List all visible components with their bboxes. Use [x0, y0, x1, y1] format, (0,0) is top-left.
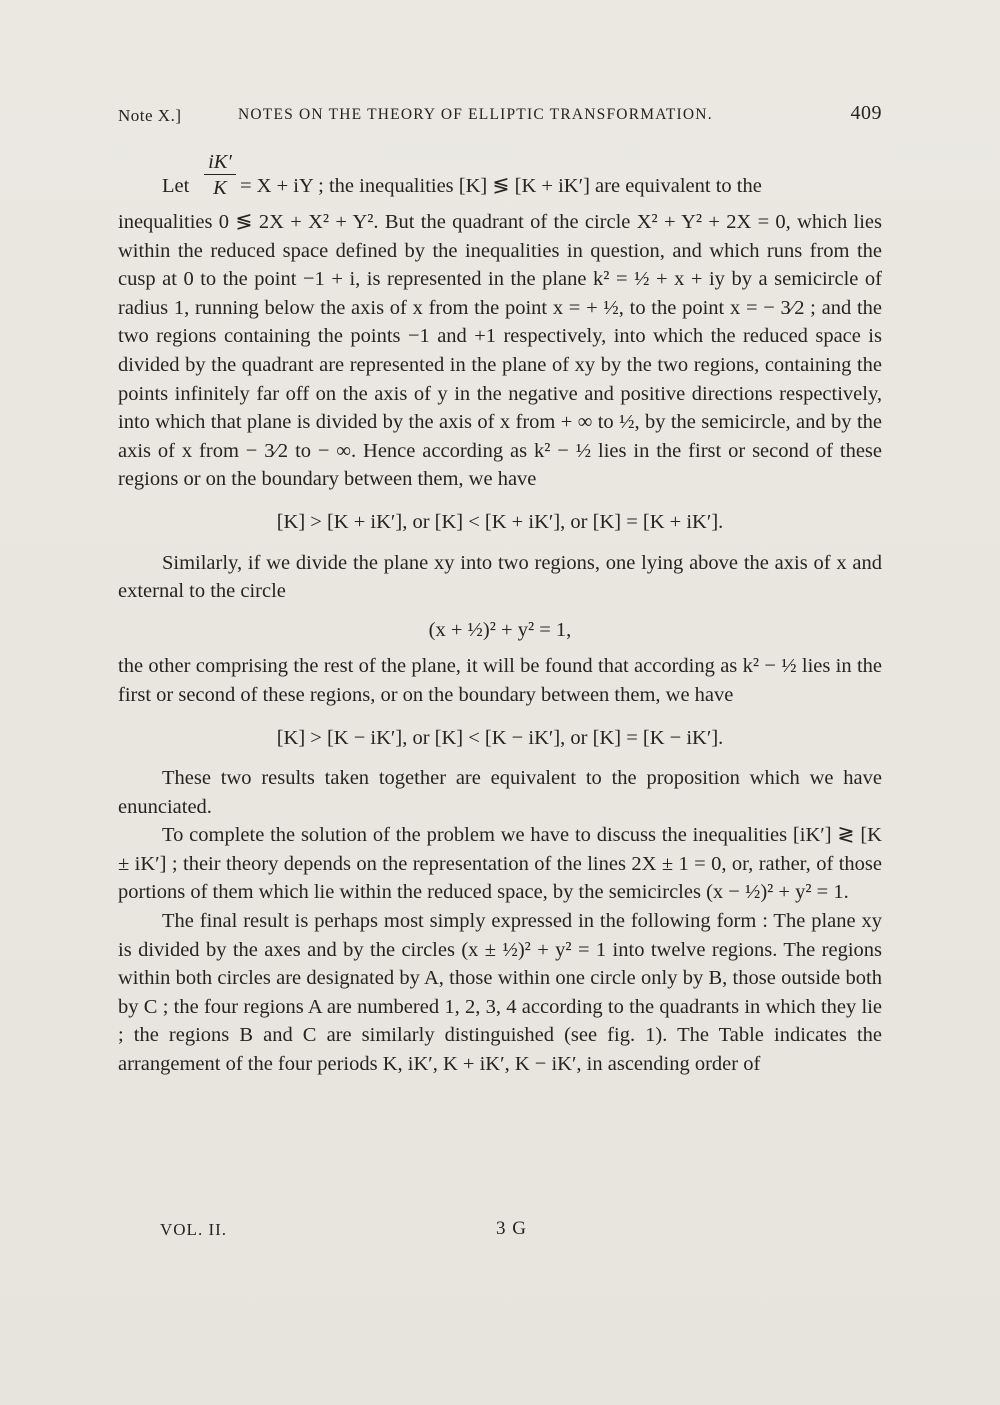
- paragraph-final-result: The final result is perhaps most simply expressed in the following form : The plane xy is divided by the axes and by the circles (x ± ½)² + y² = 1 into twelve regions. The regions within both circles are designated by A, those within one circle only by B, those outside both by C ; the four regions A are numbered 1, 2, 3, 4 according to the quadrants in which they lie ; the regions B and C are similarly distinguished (see fig. 1). The Table indicates the arrangement of the four periods K, iK′, K + iK′, K − iK′, in ascending order of: [118, 910, 882, 1076]
- equation-k-minus: [K] > [K − iK′], or [K] < [K − iK′], or [K] = [K − iK′].: [276, 726, 724, 749]
- paragraph-complete-solution: To complete the solution of the problem we have to discuss the inequalities [iK′] ≷ [K ± iK′] ; their theory depends on the representation of the lines 2X ± 1 = 0, or, rather, of those portions of them which lie within the reduced space, by the semicircles (x − ½)² + y² = 1.: [118, 824, 882, 904]
- paragraph-inequalities: inequalities 0 ≶ 2X + X² + Y². But the quadrant of the circle X² + Y² + 2X = 0, which lies within the reduced space defined by the inequalities in question, and which runs from the cusp at 0 to the point −1 + i, is represented in the plane k² = ½ + x + iy by a semicircle of radius 1, running below the axis of x from the point x = + ½, to the point x = − 3⁄2 ; and the two regions containing the points −1 and +1 respectively, into which the reduced space is divided by the quadrant are represented in the plane of xy by the two regions, containing the points infinitely far off on the axis of y in the negative and positive directions respectively, into which that plane is divided by the axis of x from + ∞ to ½, by the semicircle, and by the axis of x from − 3⁄2 to − ∞. Hence according as k² − ½ lies in the first or second of these regions or on the boundary between them, we have: [118, 211, 882, 491]
- fraction-numerator: iK′: [204, 150, 236, 175]
- fraction: [204, 150, 236, 201]
- note-label: Note X.]: [118, 106, 182, 125]
- let-word: Let: [162, 175, 190, 197]
- equation-k-plus: [K] > [K + iK′], or [K] < [K + iK′], or [K] = [K + iK′].: [276, 510, 724, 533]
- page-footer: [160, 1216, 560, 1246]
- page-body: [118, 150, 882, 1079]
- volume-label: VOL. II.: [160, 1220, 228, 1239]
- paragraph-results: These two results taken together are equivalent to the proposition which we have enunciated.: [118, 767, 882, 818]
- signature-mark: 3 G: [496, 1218, 527, 1239]
- page-number: 409: [850, 102, 882, 124]
- paragraph-other-region: the other comprising the rest of the plane, it will be found that according as k² − ½ lies in the first or second of these regions, or on the boundary between them, we have: [118, 655, 882, 706]
- fraction-denominator: K: [213, 177, 227, 199]
- running-header: [118, 100, 882, 134]
- paragraph-similarly: Similarly, if we divide the plane xy into two regions, one lying above the axis of x and external to the circle: [118, 551, 882, 603]
- equation-circle: (x + ½)² + y² = 1,: [428, 618, 572, 641]
- running-title: NOTES ON THE THEORY OF ELLIPTIC TRANSFORMATION.: [238, 106, 713, 123]
- opening-line-text: = X + iY ; the inequalities [K] ≶ [K + iK′] are equivalent to the: [240, 175, 762, 197]
- opening-line: [118, 150, 882, 208]
